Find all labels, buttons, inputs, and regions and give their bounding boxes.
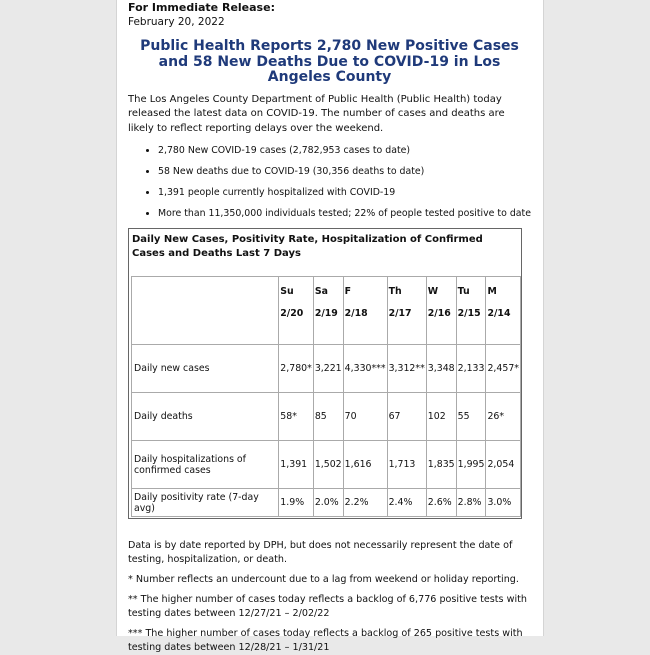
release-label: For Immediate Release: — [128, 1, 275, 14]
table-cell: 26* — [486, 393, 521, 441]
table-cell: 1,391 — [279, 441, 314, 489]
table-cell: 2,780* — [279, 345, 314, 393]
table-cell: 1,502 — [313, 441, 343, 489]
footnote: ** The higher number of cases today reflects a backlog of 6,776 positive tests with testing dates between 12/27/21 – 2/02/22 — [128, 594, 527, 619]
row-label: Daily new cases — [132, 345, 279, 393]
press-release-page — [116, 0, 544, 653]
table-cell: 1.9% — [279, 489, 314, 517]
summary-list — [128, 144, 531, 221]
day-label: M — [487, 286, 497, 297]
date-label: 2/18 — [344, 308, 368, 319]
date-label: 2/20 — [280, 308, 304, 319]
table-cell: 2,133 — [456, 345, 486, 393]
day-label: F — [344, 286, 352, 297]
table-cell: 85 — [313, 393, 343, 441]
data-table-box — [128, 228, 522, 519]
table-cell: 2.2% — [343, 489, 387, 517]
day-label: Tu — [457, 286, 470, 297]
table-row — [132, 345, 521, 393]
intro-paragraph: The Los Angeles County Department of Public Health (Public Health) today released the latest data on COVID-19. The number of cases and deaths are likely to reflect reporting delays over the weekend. — [128, 93, 505, 134]
table-cell: 1,616 — [343, 441, 387, 489]
list-item: • 58 New deaths due to COVID-19 (30,356 deaths to date) — [158, 165, 531, 179]
footnote: *** The higher number of cases today reflects a backlog of 265 positive tests with testing dates between 12/28/21 – 1/31/21 — [128, 628, 523, 653]
day-label: Sa — [314, 286, 328, 297]
footnotes — [128, 539, 531, 655]
table-cell: 3,221 — [313, 345, 343, 393]
day-label: W — [427, 286, 439, 297]
day-label: Su — [280, 286, 294, 297]
table-header-day — [486, 277, 521, 345]
table-cell: 2.0% — [313, 489, 343, 517]
table-cell: 58* — [279, 393, 314, 441]
table-cell: 1,995 — [456, 441, 486, 489]
table-header-day — [426, 277, 456, 345]
list-item: • 1,391 people currently hospitalized with COVID-19 — [158, 186, 531, 200]
release-date: February 20, 2022 — [128, 16, 225, 28]
table-cell: 2,054 — [486, 441, 521, 489]
table-row — [132, 489, 521, 517]
table-header-day — [313, 277, 343, 345]
table-cell: 3.0% — [486, 489, 521, 517]
table-cell: 2.4% — [387, 489, 426, 517]
date-label: 2/17 — [388, 308, 412, 319]
table-row — [132, 393, 521, 441]
list-item: • 2,780 New COVID-19 cases (2,782,953 cases to date) — [158, 144, 531, 158]
table-cell: 2.6% — [426, 489, 456, 517]
day-label: Th — [388, 286, 402, 297]
footnote: * Number reflects an undercount due to a lag from weekend or holiday reporting. — [128, 574, 519, 585]
table-cell: 55 — [456, 393, 486, 441]
table-cell: 1,835 — [426, 441, 456, 489]
footnote: Data is by date reported by DPH, but does not necessarily represent the date of testing, hospitalization, or death. — [128, 540, 513, 565]
table-cell: 70 — [343, 393, 387, 441]
table-header-blank — [132, 277, 279, 345]
date-label: 2/14 — [487, 308, 511, 319]
list-item: • More than 11,350,000 individuals tested; 22% of people tested positive to date — [158, 207, 531, 221]
table-header-day — [279, 277, 314, 345]
table-header-row — [132, 277, 521, 345]
data-table — [131, 276, 521, 517]
table-header-day — [343, 277, 387, 345]
table-cell: 67 — [387, 393, 426, 441]
table-header-day — [456, 277, 486, 345]
date-label: 2/16 — [427, 308, 451, 319]
page-title: Public Health Reports 2,780 New Positive Cases and 58 New Deaths Due to COVID-19 in Los Angeles County — [140, 38, 519, 85]
table-cell: 4,330*** — [343, 345, 387, 393]
row-label: Daily deaths — [132, 393, 279, 441]
table-cell: 2,457* — [486, 345, 521, 393]
table-cell: 3,312** — [387, 345, 426, 393]
row-label: Daily hospitalizations of confirmed cases — [132, 441, 279, 489]
table-row — [132, 441, 521, 489]
table-cell: 3,348 — [426, 345, 456, 393]
table-cell: 1,713 — [387, 441, 426, 489]
date-label: 2/19 — [314, 308, 338, 319]
table-cell: 102 — [426, 393, 456, 441]
row-label: Daily positivity rate (7-day avg) — [132, 489, 279, 517]
table-cell: 2.8% — [456, 489, 486, 517]
table-header-day — [387, 277, 426, 345]
date-label: 2/15 — [457, 308, 481, 319]
table-title: Daily New Cases, Positivity Rate, Hospitalization of Confirmed Cases and Deaths Last 7 Days — [132, 234, 483, 259]
